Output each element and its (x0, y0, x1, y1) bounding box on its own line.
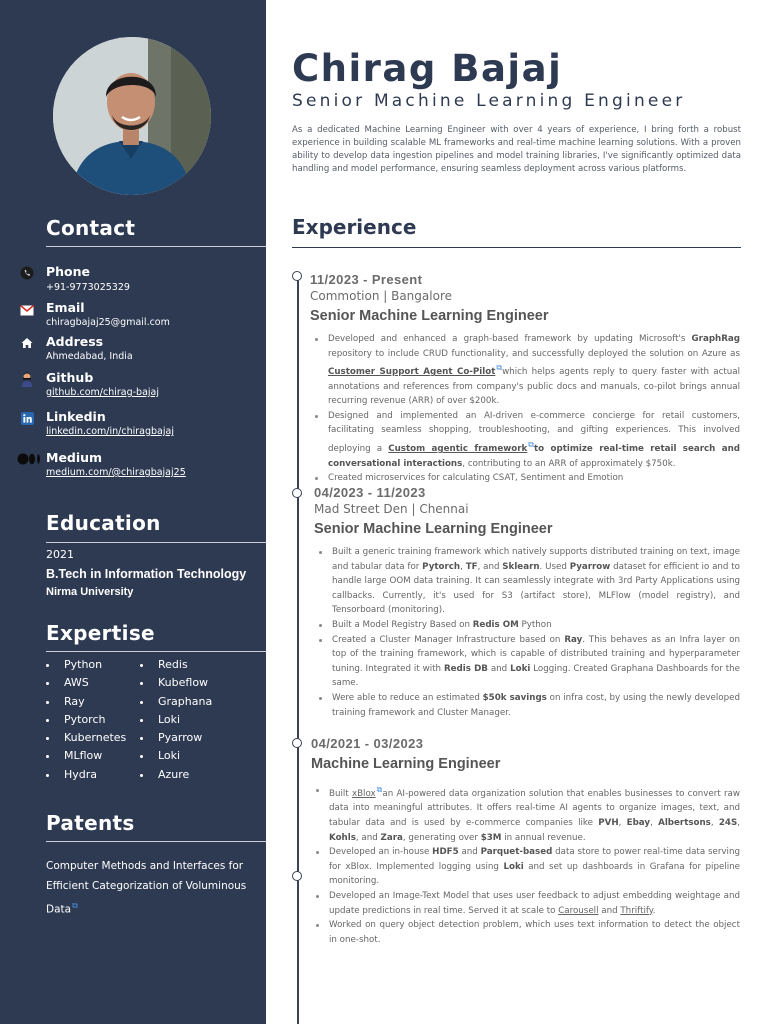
profile-summary: As a dedicated Machine Learning Engineer with over 4 years of experience, I bring forth a robust experience in building scalable ML frameworks and real-time machine learning solutions. With a proven ability to develop data ingestion pipelines and model training libraries, I've significantly optimized data handling and model performance, ensuring seamless deployment across various platforms. (292, 125, 741, 174)
job-bullet: Built xBlox⧉an AI-powered data organization solution that enables businesses to convert raw data into meaningful attributes. It offers real-time AI agents to organize images, text, and tabular data and is used by e-commerce companies like PVH, Ebay, Albertsons, 24S, Kohls, and Zara, generating over $3M in annual revenue. (311, 783, 740, 845)
timeline-dot (292, 738, 302, 748)
github-link[interactable]: github.com/chirag-bajaj (46, 387, 159, 398)
job-date: 04/2021 - 03/2023 (311, 736, 424, 751)
skill-item: Python (46, 656, 126, 674)
contact-label-address: Address (46, 334, 104, 349)
job-bullets (314, 545, 740, 720)
job-bullet: Developed and enhanced a graph-based framework by updating Microsoft's GraphRag repository to include CRUD functionality, and successfully deployed the solution on Azure as Customer Support Agent Co-Pilot⧉which helps agents reply to query faster with actual annotations and references from company's public docs and manuals, co-pilot brings annual recurring revenue (ARR) of over $200k. (310, 332, 740, 409)
job-date: 11/2023 - Present (310, 272, 423, 287)
phone-icon (19, 266, 35, 280)
contact-label-email: Email (46, 300, 85, 315)
job-bullet: Built a Model Registry Based on Redis OM Python (314, 618, 740, 633)
contact-label-github: Github (46, 370, 94, 385)
skill-item: Kubernetes (46, 729, 126, 747)
thriftify-link[interactable]: Thriftify (620, 905, 653, 916)
job-entry (311, 736, 740, 947)
external-link-icon[interactable]: ⧉ (376, 785, 383, 794)
contact-label-linkedin: Linkedin (46, 409, 106, 424)
job-bullet: Developed an in-house HDF5 and Parquet-based data store to power real-time data serving for xBlox. Implemented logging using Loki and set up dashboards in Grafana for pipeline monitoring. (311, 845, 740, 889)
job-entry (310, 272, 740, 486)
job-bullet: Developed an Image-Text Model that uses user feedback to adjust embedding weightage and update predictions in real time. Served it at scale to Carousell and Thriftify. (311, 889, 740, 918)
education-divider (46, 542, 266, 543)
job-bullets (310, 332, 740, 486)
job-date: 04/2023 - 11/2023 (314, 485, 426, 500)
sidebar (0, 0, 266, 1024)
skill-item: Pytorch (46, 711, 126, 729)
job-company: Mad Street Den | Chennai (314, 502, 469, 516)
skill-item: Loki (140, 711, 212, 729)
job-entry (314, 485, 740, 720)
patents-divider (46, 841, 266, 842)
timeline-dot (292, 271, 302, 281)
skill-item: Graphana (140, 693, 212, 711)
candidate-name: Chirag Bajaj (292, 47, 563, 90)
carousell-link[interactable]: Carousell (558, 905, 599, 916)
job-bullet: Worked on query object detection problem, which uses text information to detect the object in one-shot. (311, 918, 740, 947)
home-icon (19, 336, 35, 350)
co-pilot-link[interactable]: Customer Support Agent Co-Pilot (328, 367, 496, 378)
skill-item: Pyarrow (140, 729, 212, 747)
education-school: Nirma University (46, 586, 134, 598)
contact-divider (46, 246, 266, 247)
contact-heading: Contact (46, 216, 136, 240)
job-bullet: Created a Cluster Manager Infrastructure based on Ray. This behaves as an Infra layer on top of the training framework, which is capable of distributed training and hyperparameter tuning. Integrated it with Redis DB and Loki Logging. Created Graphana Dashboards for the same. (314, 633, 740, 691)
contact-label-medium: Medium (46, 450, 103, 465)
experience-heading: Experience (292, 215, 417, 239)
timeline-dot (292, 488, 302, 498)
job-bullet: Built a generic training framework which natively supports distributed training on text, image and tabular data for Pytorch, TF, and Sklearn. Used Pyarrow dataset for efficient io and to handle large OOM data training. It can seamlessly integrate with 3rd Party Applications using callbacks. Currently, it's used for S3 (artifact store), MLFlow (model registry), and Tensorboard (monitoring). (314, 545, 740, 618)
job-bullet: Created microservices for calculating CSAT, Sentiment and Emotion (310, 471, 740, 486)
job-title: Senior Machine Learning Engineer (314, 521, 553, 537)
profile-photo (53, 37, 211, 195)
timeline-dot (292, 871, 302, 881)
email-value[interactable]: chiragbajaj25@gmail.com (46, 317, 170, 328)
skill-item: Loki (140, 747, 212, 765)
experience-divider (292, 247, 741, 248)
expertise-list-right (140, 656, 212, 784)
skill-item: Redis (140, 656, 212, 674)
skill-item: Hydra (46, 766, 126, 784)
job-bullet: Designed and implemented an AI-driven e-commerce concierge for retail customers, facilitating seamless shopping, troubleshooting, and gifting experiences. This involved deploying a Custom agentic framework⧉to optimize real-time retail search and conversational interactions, contributing to an ARR of approximately $750k. (310, 409, 740, 471)
skill-item: Kubeflow (140, 674, 212, 692)
job-company: Commotion | Bangalore (310, 289, 452, 303)
patent-item[interactable] (46, 857, 256, 920)
external-link-icon[interactable]: ⧉ (528, 440, 535, 450)
job-title: Senior Machine Learning Engineer (310, 308, 549, 324)
agentic-framework-link[interactable]: Custom agentic framework (388, 443, 528, 454)
external-link-icon[interactable]: ⧉ (72, 901, 78, 910)
education-year: 2021 (46, 548, 74, 561)
medium-link[interactable]: medium.com/@chiragbajaj25 (46, 467, 186, 478)
linkedin-icon (19, 411, 35, 425)
job-bullet: Were able to reduce an estimated $50k savings on infra cost, by using the newly developed training framework and Cluster Manager. (314, 691, 740, 720)
education-degree: B.Tech in Information Technology (46, 567, 247, 581)
education-heading: Education (46, 511, 161, 535)
skill-item: MLflow (46, 747, 126, 765)
email-icon (19, 303, 35, 317)
skill-item: Azure (140, 766, 212, 784)
linkedin-link[interactable]: linkedin.com/in/chiragbajaj (46, 426, 174, 437)
expertise-list-left (46, 656, 126, 784)
patent-title[interactable]: Computer Methods and Interfaces for Efficient Categorization of Voluminous Data (46, 860, 247, 916)
expertise-divider (46, 651, 266, 652)
contact-label-phone: Phone (46, 264, 91, 279)
expertise-heading: Expertise (46, 621, 155, 645)
address-value: Ahmedabad, India (46, 351, 133, 362)
xblox-link[interactable]: xBlox (351, 788, 376, 799)
skill-item: Ray (46, 693, 126, 711)
timeline-line (297, 277, 299, 1024)
medium-icon (17, 452, 41, 466)
candidate-role: Senior Machine Learning Engineer (292, 91, 686, 111)
external-link-icon[interactable]: ⧉ (496, 363, 503, 373)
job-title: Machine Learning Engineer (311, 756, 501, 772)
patents-heading: Patents (46, 811, 135, 835)
job-bullets (311, 783, 740, 947)
phone-value[interactable]: +91-9773025329 (46, 282, 130, 293)
skill-item: AWS (46, 674, 126, 692)
github-icon (19, 372, 35, 386)
